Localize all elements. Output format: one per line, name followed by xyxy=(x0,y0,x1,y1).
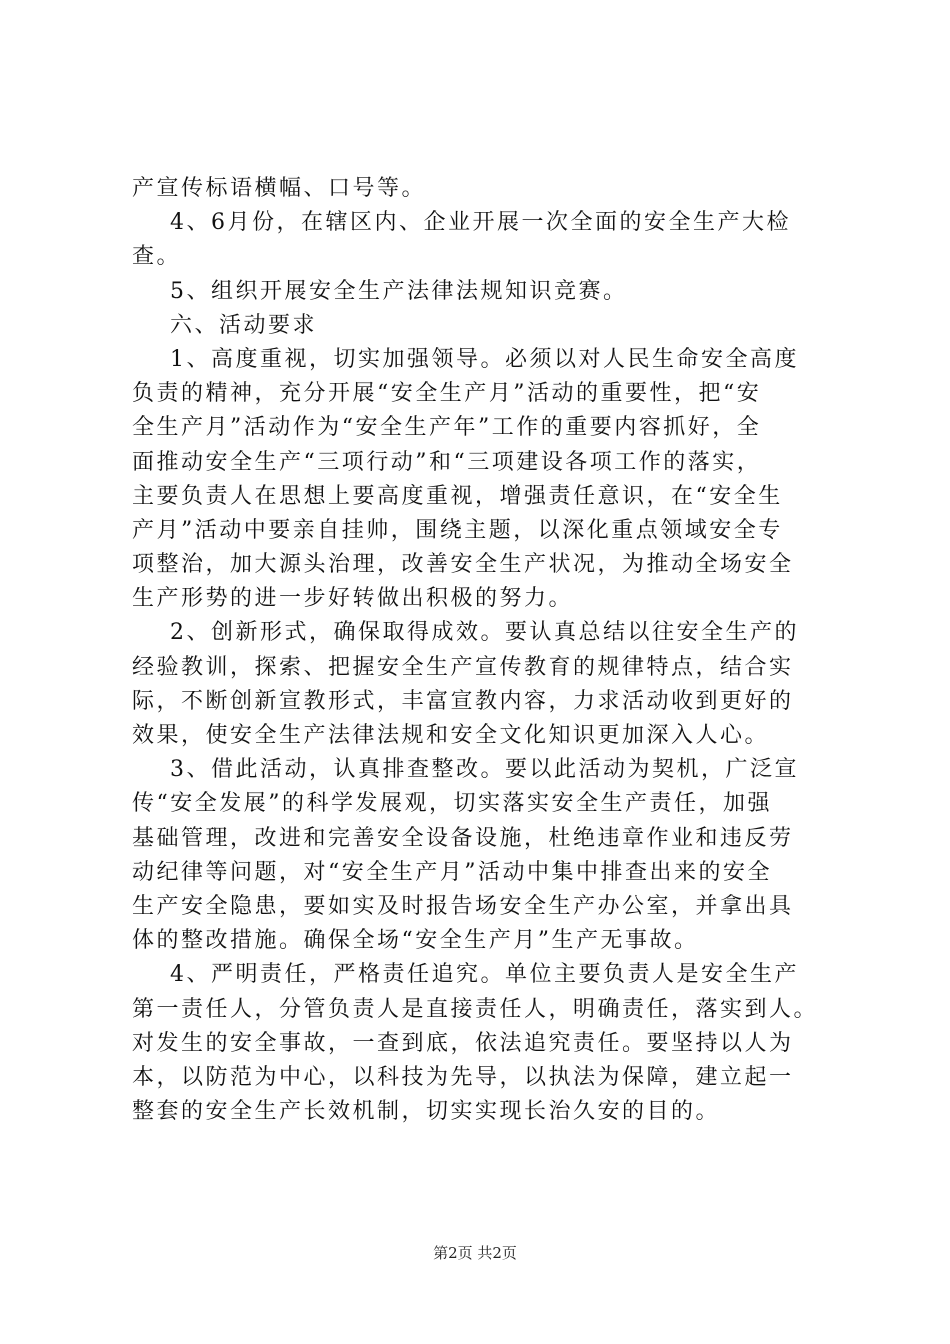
text-line: 3、借此活动，认真排查整改。要以此活动为契机，广泛宣 xyxy=(132,757,799,783)
text-line: 主要负责人在思想上要高度重视，增强责任意识，在“安全生 xyxy=(132,483,783,509)
text-line: 经验教训，探索、把握安全生产宣传教育的规律特点，结合实 xyxy=(132,654,794,680)
document-body xyxy=(132,172,832,1129)
text-line: 对发生的安全事故，一查到底，依法追究责任。要坚持以人为 xyxy=(132,1030,794,1056)
text-line: 全生产月”活动作为“安全生产年”工作的重要内容抓好，全 xyxy=(132,415,762,441)
text-line: 体的整改措施。确保全场“安全生产月”生产无事故。 xyxy=(132,928,699,954)
text-line: 查。 xyxy=(132,244,182,270)
text-line: 4、严明责任，严格责任追究。单位主要负责人是安全生产 xyxy=(132,962,799,988)
text-line: 负责的精神，充分开展“安全生产月”活动的重要性，把“安 xyxy=(132,381,762,407)
text-line: 效果，使安全生产法律法规和安全文化知识更加深入人心。 xyxy=(132,723,770,748)
text-line: 整套的安全生产长效机制，切实实现长治久安的目的。 xyxy=(132,1099,721,1125)
text-line: 本，以防范为中心，以科技为先导，以执法为保障，建立起一 xyxy=(132,1064,794,1090)
text-line: 1、高度重视，切实加强领导。必须以对人民生命安全高度 xyxy=(132,346,799,372)
text-line: 产月”活动中要亲自挂帅，围绕主题，以深化重点领域安全专 xyxy=(132,517,783,543)
text-line: 动纪律等问题，对“安全生产月”活动中集中排查出来的安全 xyxy=(132,859,772,885)
text-line: 5、组织开展安全生产法律法规知识竞赛。 xyxy=(132,278,628,304)
text-line: 基础管理，改进和完善安全设备设施，杜绝违章作业和违反劳 xyxy=(132,825,794,851)
text-line: 第一责任人，分管负责人是直接责任人，明确责任，落实到人。 xyxy=(132,996,819,1022)
text-line: 面推动安全生产“三项行动”和“三项建设各项工作的落实， xyxy=(132,449,762,475)
page-footer: 第2页 共2页 xyxy=(433,1244,517,1262)
text-line: 六、活动要求 xyxy=(132,312,317,338)
text-line: 项整治，加大源头治理，改善安全生产状况，为推动全场安全 xyxy=(132,552,794,578)
text-line: 传“安全发展”的科学发展观，切实落实安全生产责任，加强 xyxy=(132,791,772,817)
text-line: 际，不断创新宣教形式，丰富宣教内容，力求活动收到更好的 xyxy=(132,688,794,714)
text-line: 生产安全隐患，要如实及时报告场安全生产办公室，并拿出具 xyxy=(132,893,794,919)
text-line: 4、6月份，在辖区内、企业开展一次全面的安全生产大检 xyxy=(132,210,791,236)
text-line: 2、创新形式，确保取得成效。要认真总结以往安全生产的 xyxy=(132,620,799,646)
text-line: 生产形势的进一步好转做出积极的努力。 xyxy=(132,586,574,612)
text-line: 产宣传标语横幅、口号等。 xyxy=(132,176,427,201)
